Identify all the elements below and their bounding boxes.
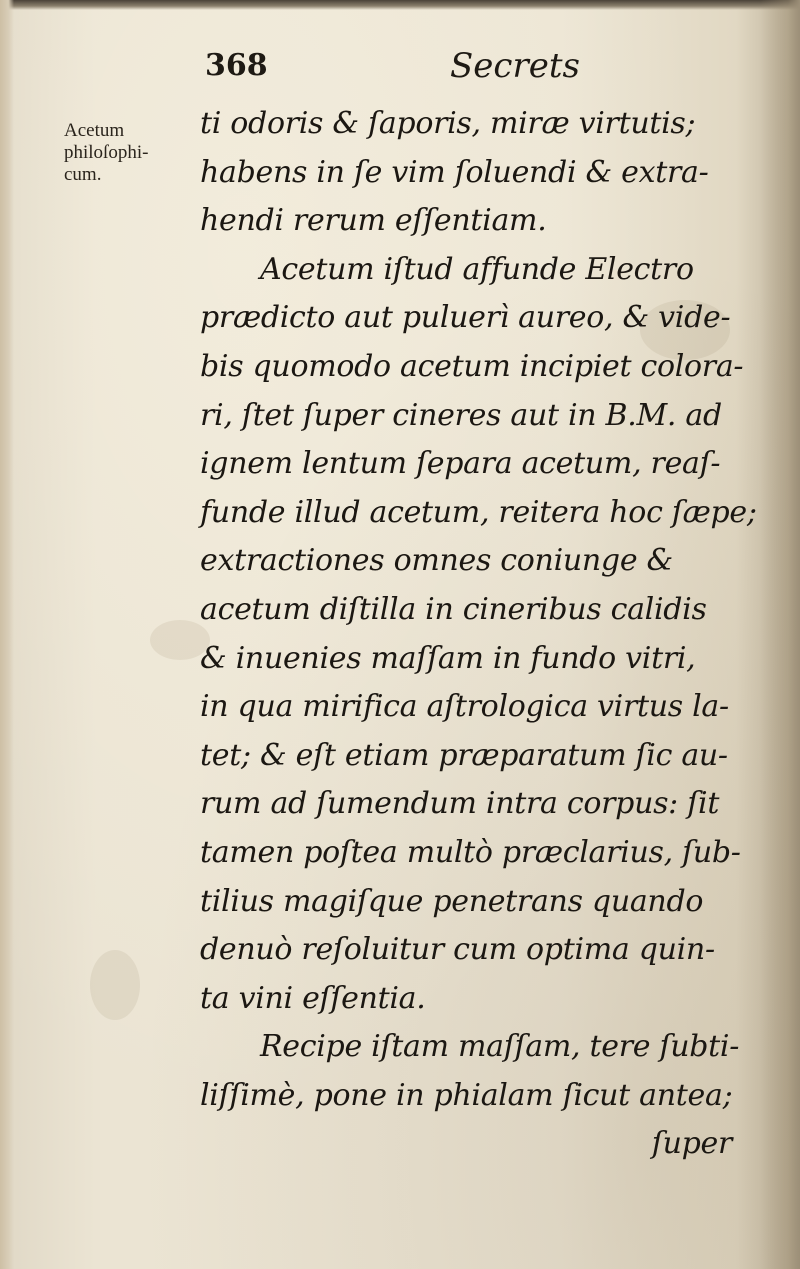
page-left-edge (0, 0, 14, 1269)
text-line: tet; & eſt etiam præparatum ſic au- (200, 737, 728, 773)
text-line: denuò reſoluitur cum optima quin- (200, 932, 715, 968)
body-text (200, 100, 772, 1169)
text-line: Acetum iſtud affunde Electro (260, 251, 694, 287)
text-line: & inuenies maſſam in fundo vitri, (200, 640, 696, 676)
text-line: ta vini eſſentia. (200, 980, 426, 1016)
text-line: tilius magiſque penetrans quando (200, 883, 704, 919)
text-line: prædicto aut puluerì aureo, & vide- (200, 300, 731, 336)
margin-note (64, 120, 204, 186)
page-top-edge (0, 0, 800, 10)
page-number: 368 (205, 48, 268, 83)
page-header (205, 48, 585, 98)
text-line: habens in ſe vim ſoluendi & extra- (200, 154, 709, 190)
margin-note-line: Acetum (64, 120, 125, 141)
text-line: tamen poſtea multò præclarius, ſub- (200, 834, 741, 870)
text-line: ſuper (651, 1126, 732, 1162)
text-line: liſſimè, pone in phialam ſicut antea; (200, 1077, 733, 1113)
text-line: ti odoris & ſaporis, miræ virtutis; (200, 106, 696, 141)
text-line: bis quomodo acetum incipiet colora- (200, 348, 744, 384)
paper-stain (90, 950, 140, 1020)
margin-note-line: cum. (64, 164, 102, 185)
text-line: rum ad ſumendum intra corpus: ſit (200, 786, 720, 822)
margin-note-line: philoſophi- (64, 142, 149, 163)
text-line: ignem lentum ſepara acetum, reaſ- (200, 446, 721, 482)
running-title: Secrets (450, 46, 580, 86)
text-line: in qua mirifica aſtrologica virtus la- (200, 689, 729, 725)
text-line: extractiones omnes coniunge & (200, 543, 673, 579)
text-line: acetum diſtilla in cineribus calidis (200, 591, 707, 627)
text-line: funde illud acetum, reitera hoc ſæpe; (200, 494, 757, 530)
text-line: hendi rerum eſſentiam. (200, 203, 547, 239)
text-line: ri, ſtet ſuper cineres aut in B.M. ad (200, 397, 722, 433)
text-line: Recipe iſtam maſſam, tere ſubti- (260, 1029, 740, 1065)
